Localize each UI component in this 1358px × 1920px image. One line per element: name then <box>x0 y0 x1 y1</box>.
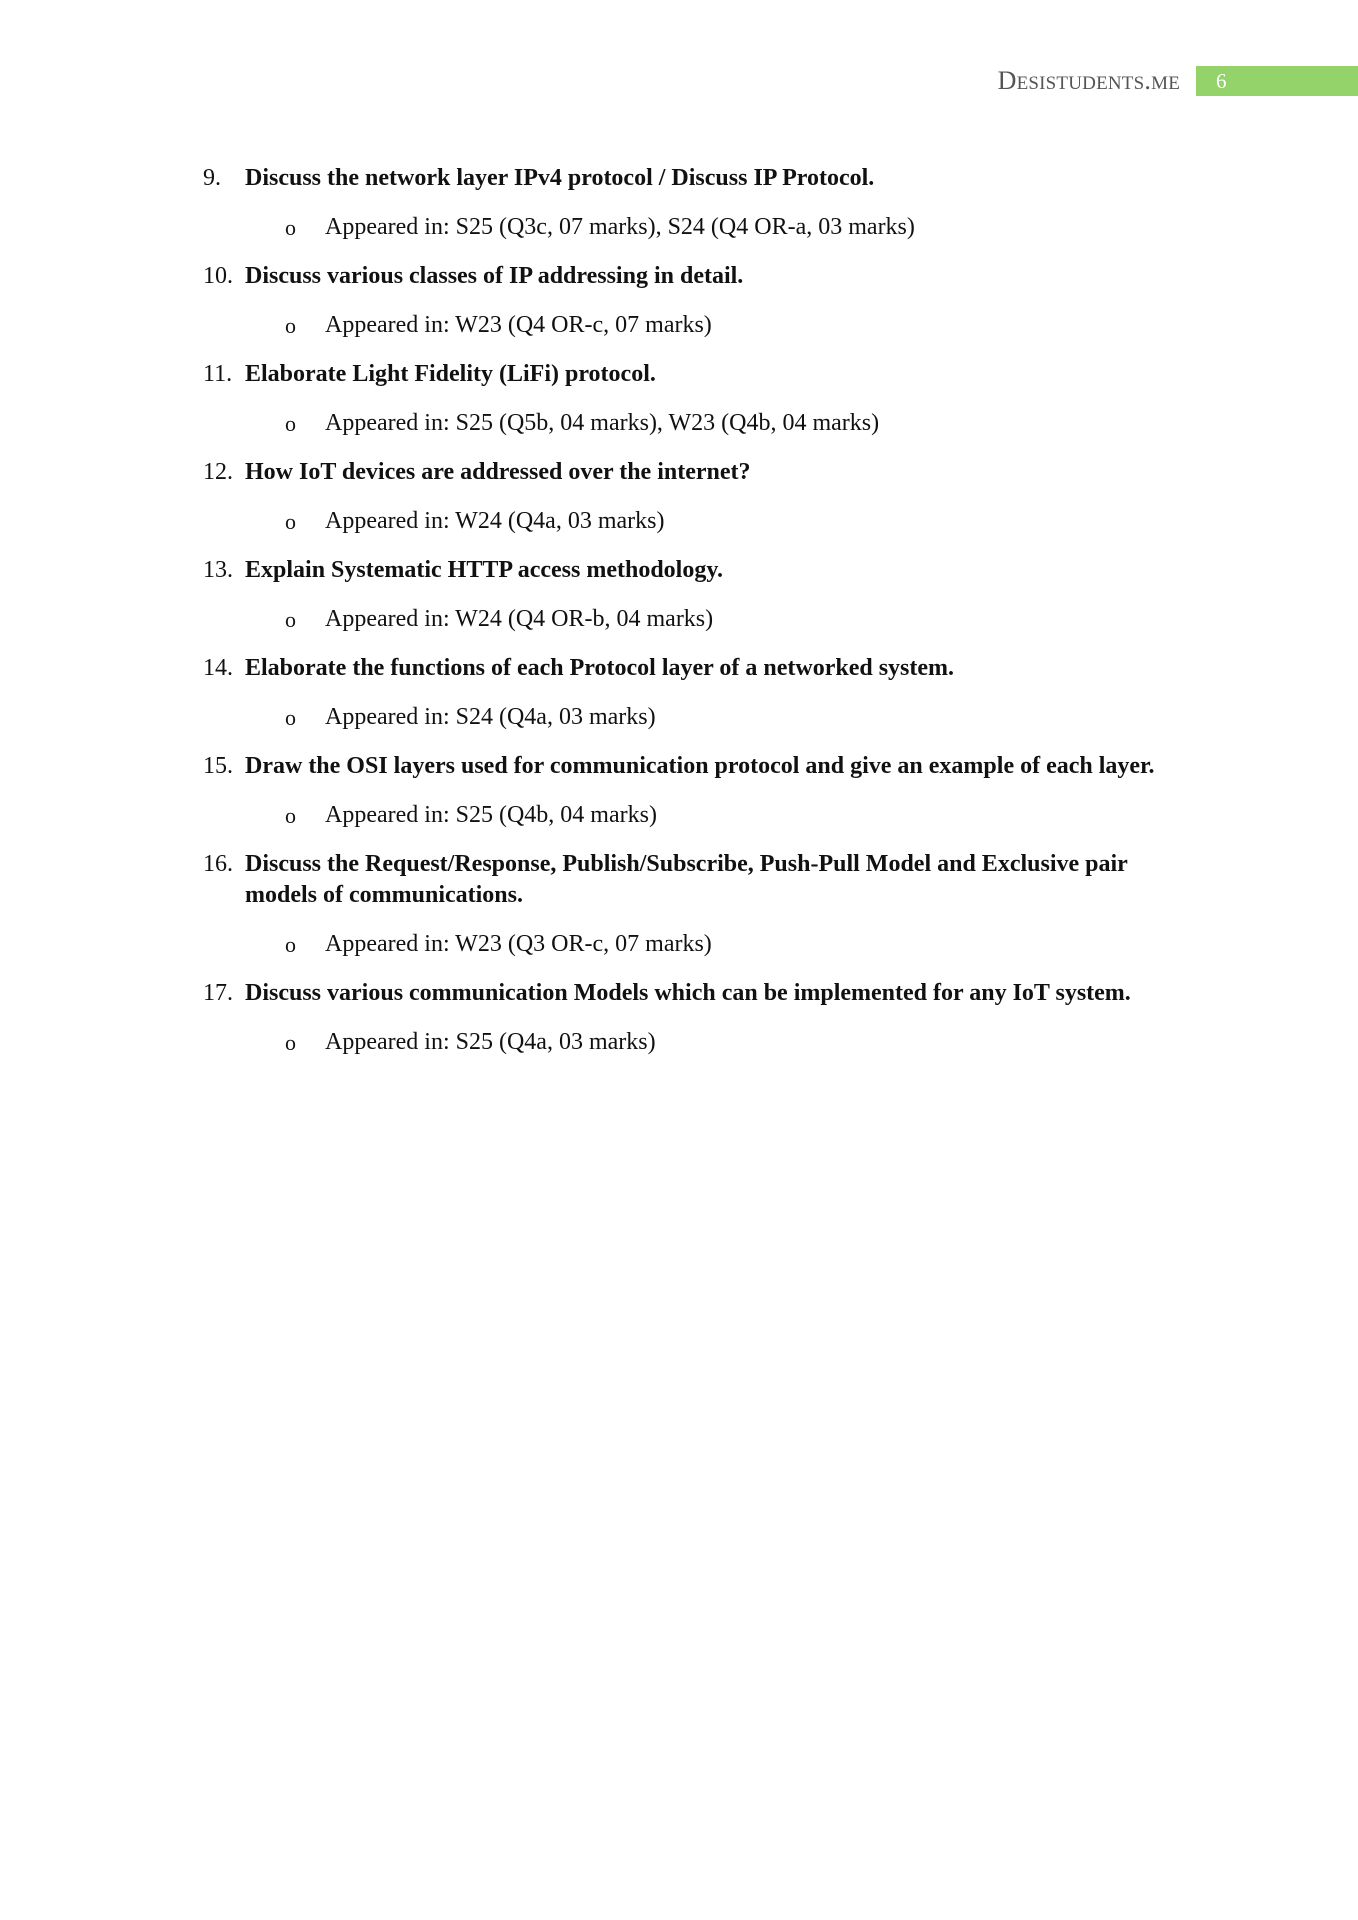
site-name-suffix: ME <box>1151 73 1180 94</box>
question-number: 17. <box>203 980 233 1006</box>
bullet-icon: o <box>285 313 296 338</box>
question-text: Discuss various classes of IP addressing in detail. <box>245 263 744 289</box>
appeared-text: Appeared in: W24 (Q4 OR-b, 04 marks) <box>325 606 714 632</box>
question-number: 10. <box>203 263 233 289</box>
appeared-text: Appeared in: S24 (Q4a, 03 marks) <box>325 704 656 730</box>
page-number: 6 <box>1196 66 1358 96</box>
appeared-text: Appeared in: S25 (Q5b, 04 marks), W23 (Q4b, 04 marks) <box>325 410 880 436</box>
site-name-dot: . <box>1144 66 1152 95</box>
bullet-icon: o <box>285 705 296 730</box>
question-number: 14. <box>203 655 233 681</box>
appeared-text: Appeared in: W24 (Q4a, 03 marks) <box>325 508 665 534</box>
question-text: Discuss various communication Models which can be implemented for any IoT system. <box>245 980 1131 1006</box>
appeared-in <box>203 929 1183 960</box>
appeared-in <box>203 212 1183 243</box>
question-item <box>203 849 1183 960</box>
question-number: 11. <box>203 361 233 387</box>
bullet-icon: o <box>285 411 296 436</box>
question-number: 15. <box>203 753 233 779</box>
bullet-icon: o <box>285 932 296 957</box>
page-header <box>998 66 1358 96</box>
appeared-text: Appeared in: S25 (Q4a, 03 marks) <box>325 1029 656 1055</box>
question-item <box>203 359 1183 439</box>
bullet-icon: o <box>285 1030 296 1055</box>
question-number: 9. <box>203 165 221 191</box>
site-name <box>998 66 1180 96</box>
question-item <box>203 163 1183 243</box>
question-item <box>203 555 1183 635</box>
question-item <box>203 978 1183 1058</box>
appeared-in <box>203 604 1183 635</box>
bullet-icon: o <box>285 509 296 534</box>
appeared-in <box>203 800 1183 831</box>
question-item <box>203 261 1183 341</box>
question-text: Discuss the network layer IPv4 protocol / Discuss IP Protocol. <box>245 165 875 191</box>
appeared-text: Appeared in: W23 (Q3 OR-c, 07 marks) <box>325 931 712 957</box>
appeared-in <box>203 1027 1183 1058</box>
question-text: Elaborate the functions of each Protocol layer of a networked system. <box>245 655 955 681</box>
bullet-icon: o <box>285 803 296 828</box>
question-text: Elaborate Light Fidelity (LiFi) protocol. <box>245 361 656 387</box>
question-number: 16. <box>203 851 233 877</box>
question-list <box>203 163 1183 1076</box>
appeared-text: Appeared in: S25 (Q4b, 04 marks) <box>325 802 657 828</box>
question-item <box>203 653 1183 733</box>
question-text: Explain Systematic HTTP access methodology. <box>245 557 724 583</box>
question-text: How IoT devices are addressed over the internet? <box>245 459 751 485</box>
site-name-initial: D <box>997 66 1017 95</box>
question-number: 12. <box>203 459 233 485</box>
question-number: 13. <box>203 557 233 583</box>
question-text: Draw the OSI layers used for communication protocol and give an example of each layer. <box>245 753 1155 779</box>
appeared-text: Appeared in: S25 (Q3c, 07 marks), S24 (Q4 OR-a, 03 marks) <box>325 214 915 240</box>
bullet-icon: o <box>285 607 296 632</box>
appeared-in <box>203 310 1183 341</box>
appeared-in <box>203 506 1183 537</box>
question-text: Discuss the Request/Response, Publish/Subscribe, Push-Pull Model and Exclusive pair models of communications. <box>245 851 1128 908</box>
appeared-in <box>203 408 1183 439</box>
site-name-rest: ESISTUDENTS <box>1016 73 1145 94</box>
question-item <box>203 751 1183 831</box>
appeared-in <box>203 702 1183 733</box>
appeared-text: Appeared in: W23 (Q4 OR-c, 07 marks) <box>325 312 712 338</box>
bullet-icon: o <box>285 215 296 240</box>
question-item <box>203 457 1183 537</box>
